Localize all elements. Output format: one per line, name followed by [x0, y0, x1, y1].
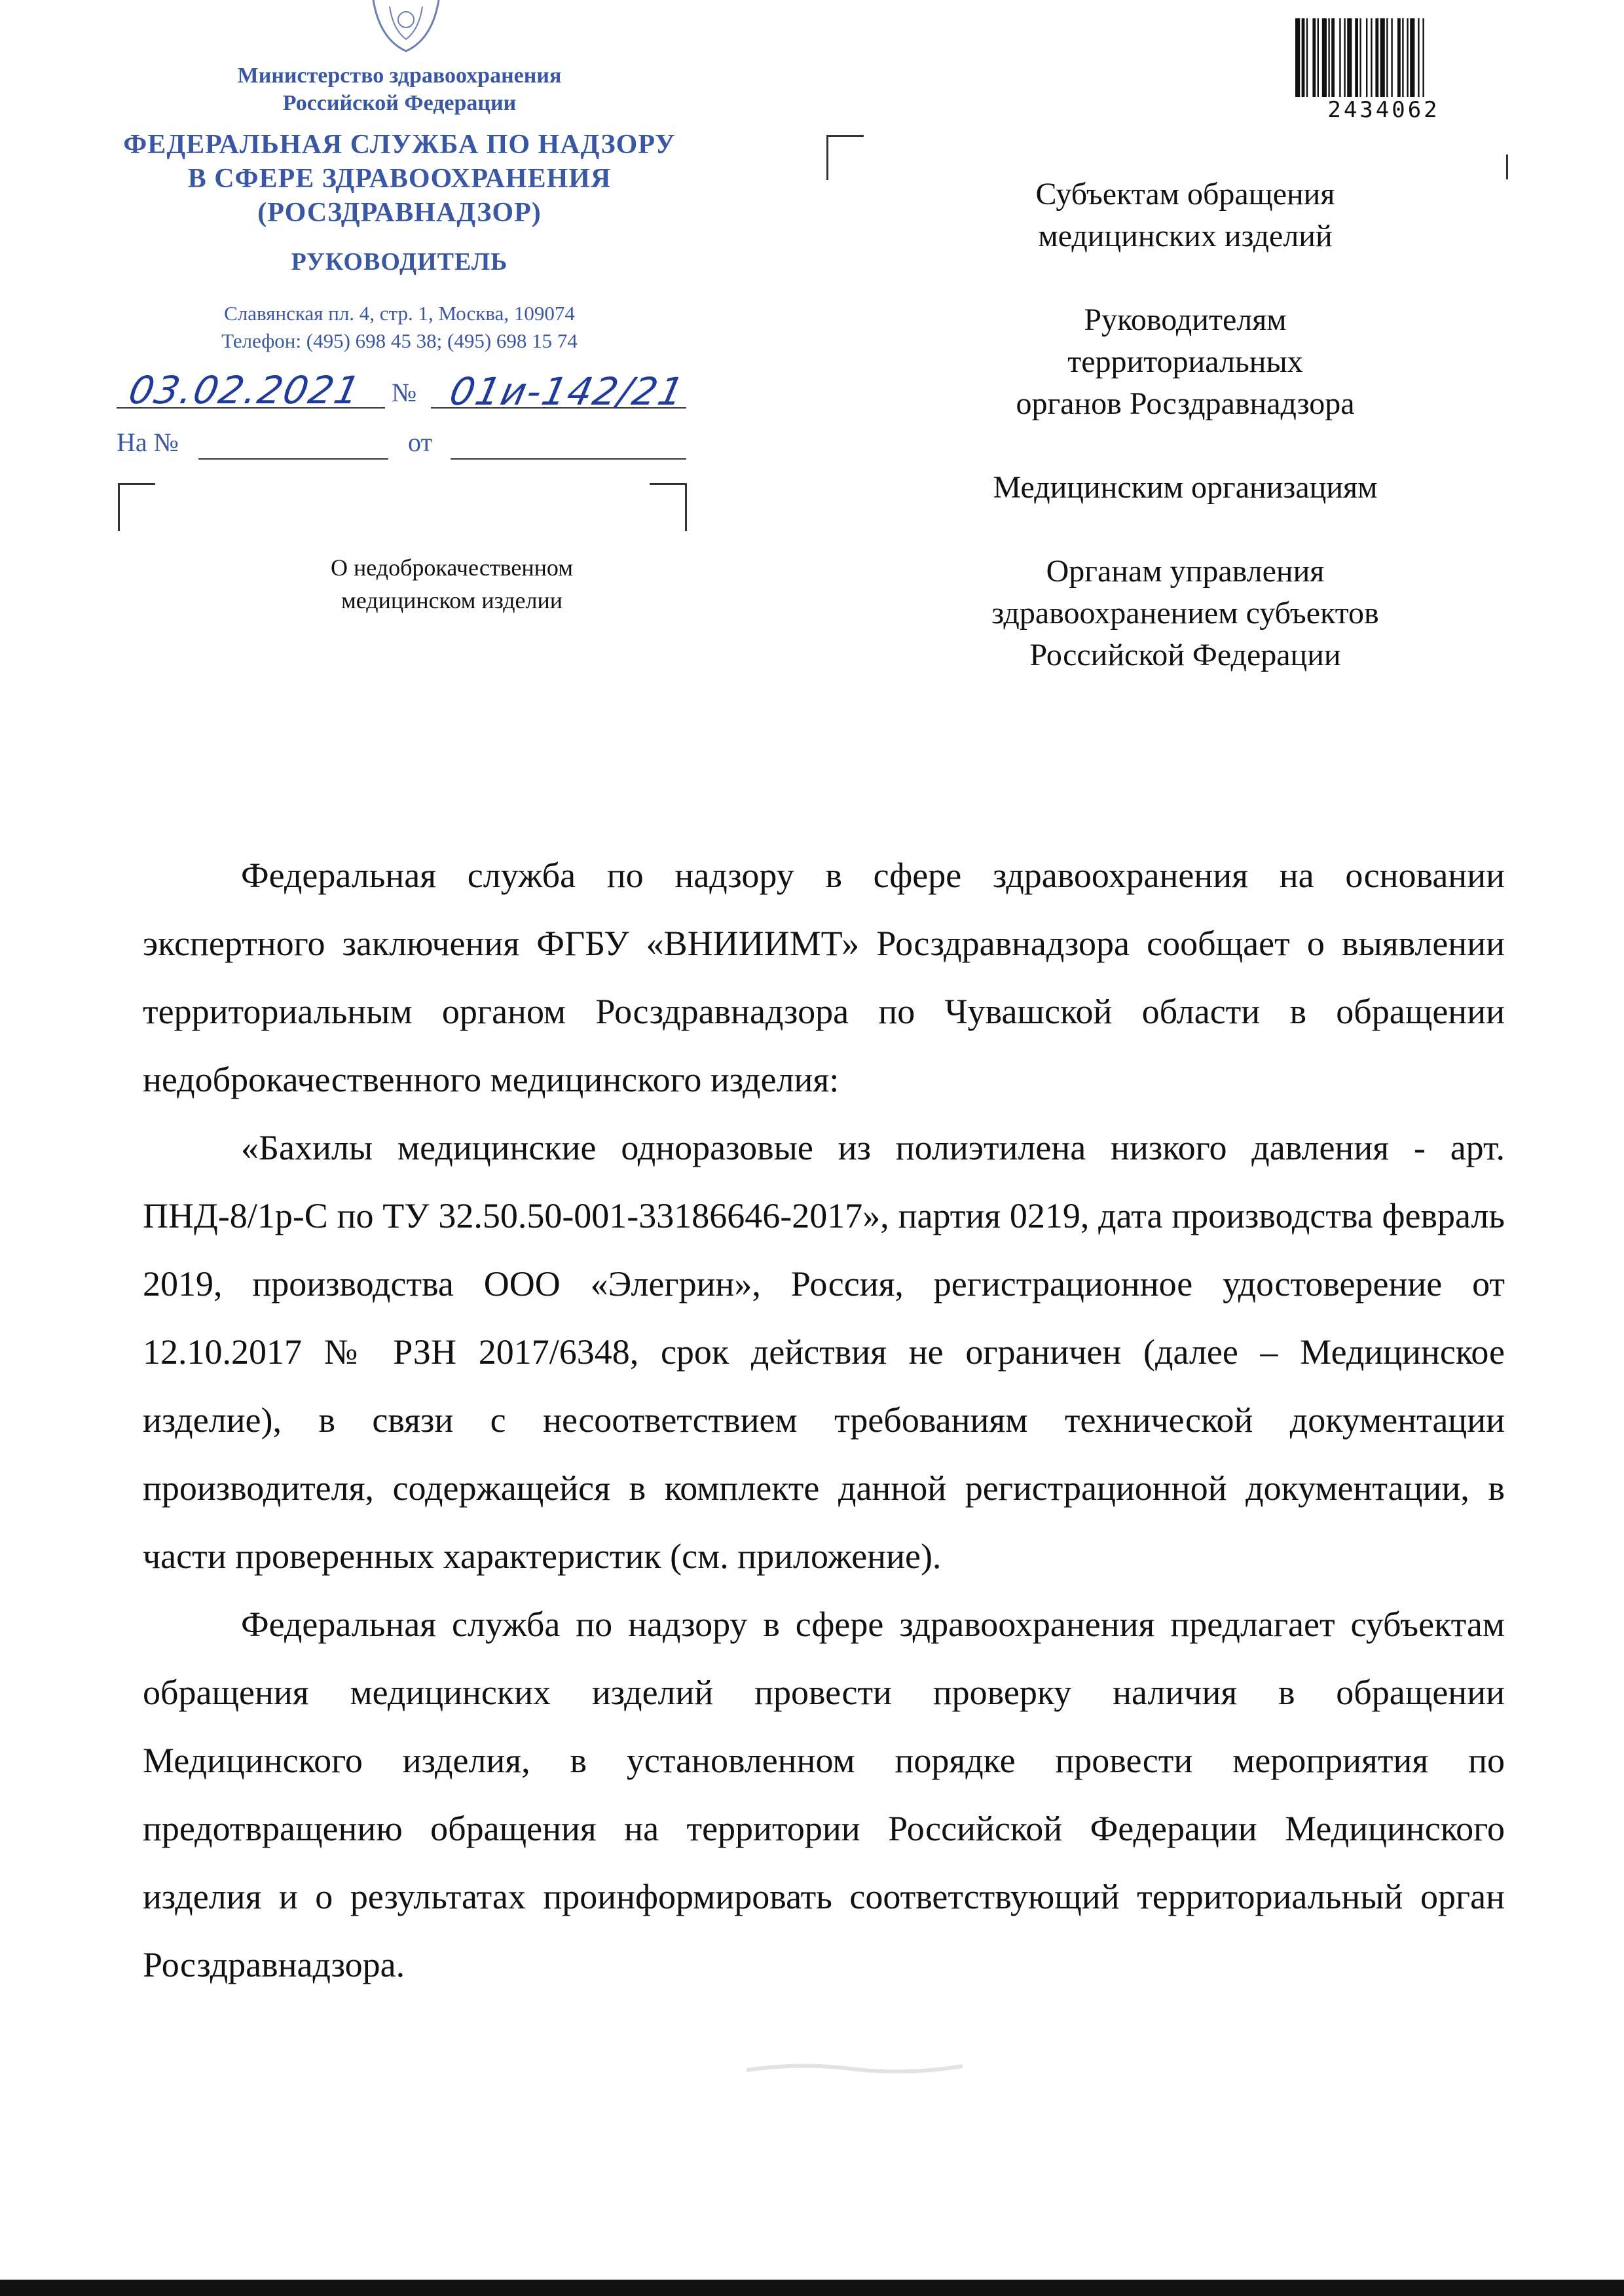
barcode-bar [1318, 18, 1319, 97]
addressee-block [904, 299, 1467, 425]
addressee-block [904, 467, 1467, 509]
barcode-bar [1302, 18, 1305, 97]
subject-line-2: медицинском изделии [341, 587, 563, 613]
corner-mark-subject-right [650, 483, 687, 531]
addressee-line: Медицинским организациям [993, 470, 1378, 505]
letter-body [143, 841, 1505, 1999]
registration-number-label: № [392, 378, 417, 407]
addressee-line: здравоохранением субъектов [991, 596, 1379, 630]
barcode-bar [1312, 18, 1316, 97]
barcode-bar [1371, 18, 1372, 97]
corner-mark-subject-left [118, 483, 155, 531]
addressee-block [904, 551, 1467, 676]
barcode-bar [1402, 18, 1403, 97]
ministry-line-1: Министерство здравоохранения [237, 64, 562, 88]
address-block [111, 300, 688, 355]
addressee-line: органов Росздравнадзора [1016, 386, 1355, 421]
reference-line [117, 426, 685, 465]
barcode-bar [1295, 18, 1300, 97]
address-line-2: Телефон: (495) 698 45 38; (495) 698 15 74 [221, 329, 578, 352]
barcode-icon [1295, 18, 1472, 97]
barcode-bar [1306, 18, 1308, 97]
registration-line [117, 367, 689, 414]
ministry-line-2: Российской Федерации [282, 91, 517, 115]
barcode-bar [1422, 18, 1424, 97]
faint-scan-mark [747, 2057, 963, 2078]
body-paragraph-2: «Бахилы медицинские одноразовые из полиэтилена низкого давления - арт. ПНД-8/1р-С по ТУ 32.50.50-001-33186646-2017», партия 0219, дата производства февраль 2019, производства ООО «Элегрин», Россия, регистрационное удостоверение от 12.10.2017 № РЗН 2017/6348, срок действия не ограничен (далее – Медицинское изделие), в связи с несоответствием требованиям технической документации производителя, содержащейся в комплекте данной регистрационной документации, в части проверенных характеристик (см. приложение). [143, 1128, 1505, 1576]
barcode-bar [1328, 18, 1329, 97]
service-name [98, 128, 701, 230]
barcode-bar [1344, 18, 1345, 97]
barcode-bar [1322, 18, 1327, 97]
service-line-2: В СФЕРЕ ЗДРАВООХРАНЕНИЯ [187, 164, 612, 194]
body-paragraph-1: Федеральная служба по надзору в сфере здравоохранения на основании экспертного заключения ФГБУ «ВНИИИМТ» Росздравнадзора сообщает о выявлении территориальным органом Росздравнадзора по Чувашской области в обращении недоброкачественного медицинского изделия: [143, 856, 1505, 1099]
reference-number-label: На № [117, 428, 179, 457]
barcode-number: 2434062 [1327, 97, 1440, 123]
barcode-bar [1355, 18, 1358, 97]
barcode-bar [1391, 18, 1392, 97]
barcode-bar [1407, 18, 1408, 97]
registration-number: 01и-142/21 [445, 369, 689, 414]
addressee-line: территориальных [1067, 344, 1303, 379]
barcode-bar [1331, 18, 1335, 97]
subject-line-1: О недоброкачественном [331, 555, 573, 581]
barcode-bar [1366, 18, 1367, 97]
service-line-1: ФЕДЕРАЛЬНАЯ СЛУЖБА ПО НАДЗОРУ [123, 130, 676, 160]
letter-subject [249, 551, 655, 617]
barcode-bar [1339, 18, 1340, 97]
addressee-line: Руководителям [1084, 302, 1287, 337]
addressee-line: медицинских изделий [1038, 219, 1333, 253]
barcode-bar [1418, 18, 1419, 97]
addressee-list [904, 173, 1467, 718]
barcode-bar [1359, 18, 1361, 97]
barcode-bar [1380, 18, 1385, 97]
coat-of-arms-emblem [354, 0, 458, 52]
body-paragraph-3: Федеральная служба по надзору в сфере здравоохранения предлагает субъектам обращения медицинских изделий провести проверку наличия в обращении Медицинского изделия, в установленном порядке провести мероприятия по предотвращению обращения на территории Российской Федерации Медицинского изделия и о результатах проинформировать соответствующий территориальный орган Росздравнадзора. [143, 1605, 1505, 1984]
corner-mark-addressee-left [826, 135, 864, 180]
barcode-bar [1397, 18, 1401, 97]
reference-number-blank [198, 458, 388, 460]
head-title: РУКОВОДИТЕЛЬ [291, 248, 508, 276]
address-line-1: Славянская пл. 4, стр. 1, Москва, 109074 [224, 302, 575, 325]
ministry-name [111, 62, 688, 117]
addressee-block [904, 173, 1467, 257]
registration-date: 03.02.2021 [124, 368, 365, 412]
scan-border [0, 2280, 1624, 2296]
barcode-bar [1375, 18, 1378, 97]
reference-from-label: от [408, 428, 432, 457]
addressee-line: Субъектам обращения [1035, 177, 1335, 211]
corner-mark-addressee-right [1506, 155, 1508, 179]
barcode-bar [1410, 18, 1414, 97]
reference-date-blank [451, 458, 686, 460]
service-line-3: (РОСЗДРАВНАДЗОР) [257, 198, 542, 228]
addressee-line: Органам управления [1046, 554, 1325, 589]
barcode-bar [1386, 18, 1388, 97]
addressee-line: Российской Федерации [1029, 638, 1341, 672]
barcode-bar [1347, 18, 1352, 97]
